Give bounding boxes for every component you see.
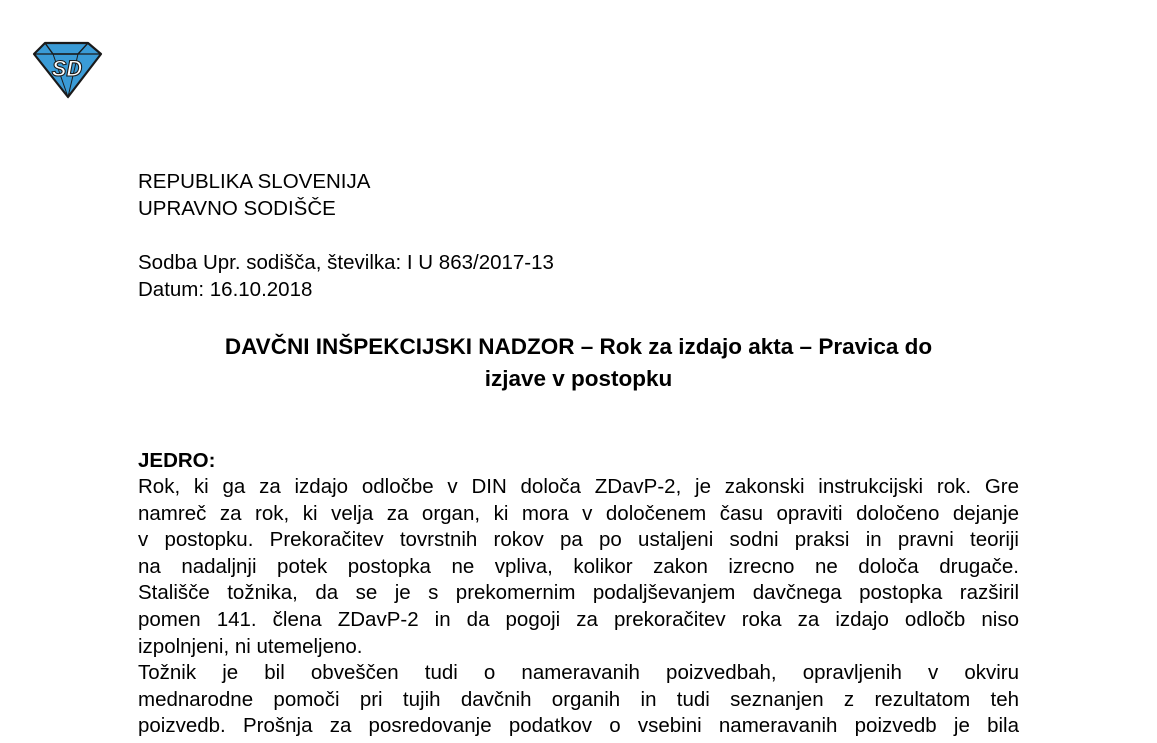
text-line: Rok, ki ga za izdajo odločbe v DIN določa ZDavP-2, je zakonski instrukcijski rok. Gre	[138, 475, 1019, 498]
text-line: Tožnik je bil obveščen tudi o nameravanih poizvedbah, opravljenih v okviru	[138, 661, 1019, 685]
text-line: mednarodne pomoči pri tujih davčnih organih in tudi seznanjen z rezultatom teh	[138, 687, 1019, 711]
court-name: UPRAVNO SODIŠČE	[138, 197, 336, 220]
text-line: v postopku. Prekoračitev tovrstnih rokov pa po ustaljeni sodni praksi in pravni teoriji	[138, 528, 1019, 552]
case-info	[138, 249, 554, 303]
core-text	[138, 474, 1019, 740]
court-logo	[30, 40, 104, 100]
logo-text: SD	[51, 56, 83, 81]
core-heading: JEDRO:	[138, 449, 216, 472]
text-line: namreč za rok, ki velja za organ, ki mora v določenem času opraviti določeno dejanje	[138, 501, 1019, 525]
text-line: izpolnjeni, ni utemeljeno.	[138, 634, 363, 658]
title-line: DAVČNI INŠPEKCIJSKI NADZOR – Rok za izdajo akta – Pravica do	[224, 334, 933, 359]
core-paragraph	[138, 660, 1019, 740]
text-line: poizvedb. Prošnja za posredovanje podatkov o vsebini nameravanih poizvedb je bila	[138, 714, 1019, 738]
core-paragraph	[138, 474, 1019, 660]
court-shield-logo-icon	[30, 40, 104, 100]
title-line: izjave v postopku	[484, 366, 673, 391]
court-header	[138, 168, 370, 222]
text-line: Stališče tožnika, da se je s prekomernim podaljševanjem davčnega postopka razširil	[138, 581, 1019, 605]
judgment-number: Sodba Upr. sodišča, številka: I U 863/2017-13	[138, 251, 554, 274]
text-line: na nadaljnji potek postopka ne vpliva, kolikor zakon izrecno ne določa drugače.	[138, 554, 1019, 578]
judgment-date: Datum: 16.10.2018	[138, 278, 313, 301]
text-line: pomen 141. člena ZDavP-2 in da pogoji za prekoračitev roka za izdajo odločb niso	[138, 607, 1019, 631]
country-name: REPUBLIKA SLOVENIJA	[138, 170, 371, 193]
document-title	[138, 331, 1019, 395]
